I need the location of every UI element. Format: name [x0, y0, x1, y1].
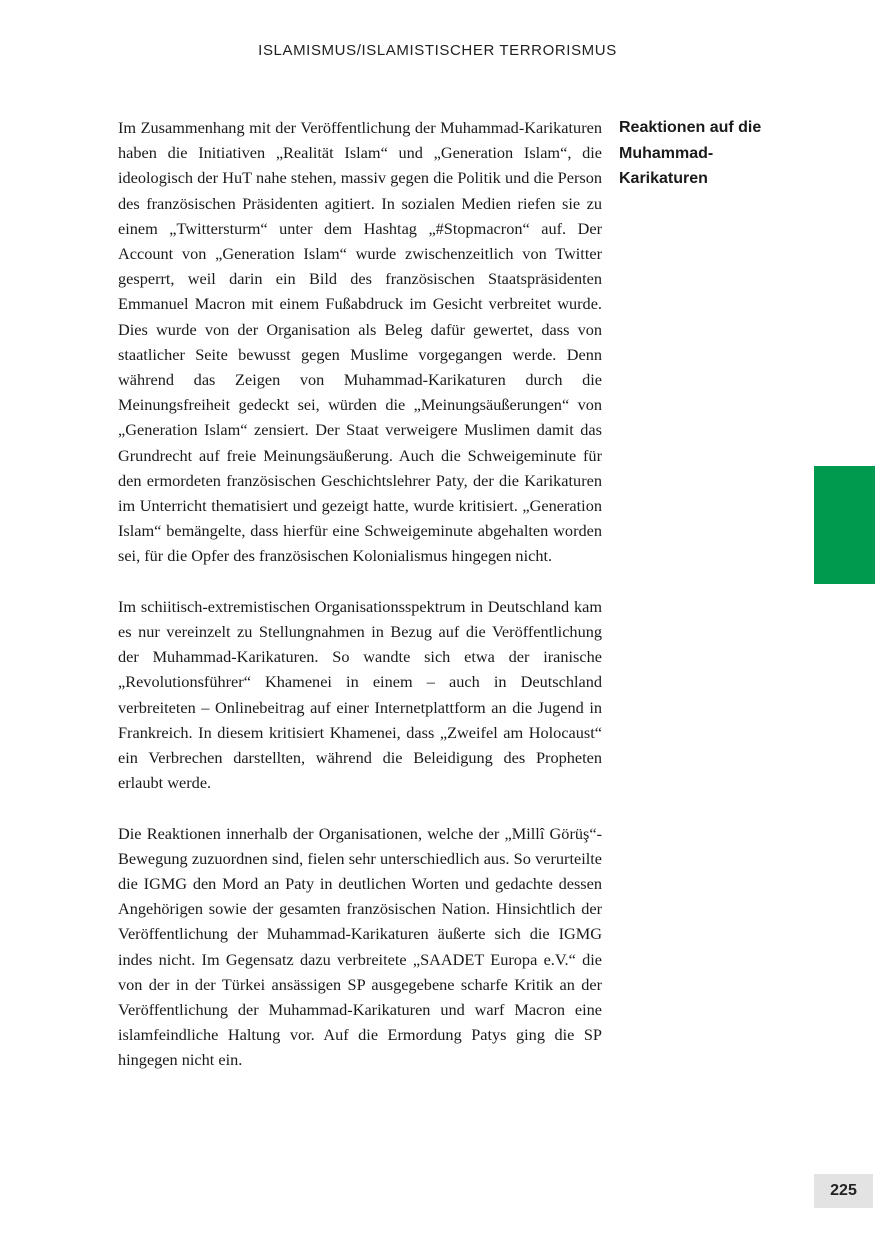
- paragraph-1: Im Zusammenhang mit der Veröffentlichung der Muhammad-Karikaturen haben die Initiativen „Realität Islam“ und „Generation Islam“, die ideologisch der HuT nahe stehen, massiv gegen die Politik und die Person des französischen Präsidenten agitiert. In sozialen Medien riefen sie zu einem „Twittersturm“ unter dem Hashtag „#Stopmacron“ auf. Der Account von „Generation Islam“ wurde zwischenzeitlich von Twitter gesperrt, weil darin ein Bild des französischen Staatspräsidenten Emmanuel Macron mit einem Fußabdruck im Gesicht verbreitet wurde. Dies wurde von der Organisation als Beleg dafür gewertet, dass von staatlicher Seite bewusst gegen Muslime vorgegangen werde. Denn während das Zeigen von Muhammad-Karikaturen durch die Meinungsfreiheit gedeckt sei, würden die „Meinungsäußerungen“ von „Generation Islam“ zensiert. Der Staat verweigere Muslimen damit das Grundrecht auf freie Meinungsäußerung. Auch die Schweigeminute für den ermordeten französischen Geschichtslehrer Paty, der die Karikaturen im Unterricht thematisiert und gezeigt hatte, wurde kritisiert. „Generation Islam“ bemängelte, dass hierfür eine Schweigeminute abgehalten worden sei, für die Opfer des französischen Kolonialismus hingegen nicht.: [118, 118, 602, 566]
- running-header: ISLAMISMUS/ISLAMISTISCHER TERRORISMUS: [258, 42, 617, 59]
- paragraph-3: Die Reaktionen innerhalb der Organisationen, welche der „Millî Görüş“-Bewegung zuzuordnen sind, fielen sehr unterschiedlich aus. So verurteilte die IGMG den Mord an Paty in deutlichen Worten und gedachte dessen Angehörigen sowie der gesamten französischen Nation. Hinsichtlich der Veröffentlichung der Muhammad-Karikaturen äußerte sich die IGMG indes nicht. Im Gegensatz dazu verbreitete „SAADET Europa e.V.“ die von der in der Türkei ansässigen SP ausgegebene scharfe Kritik an der Veröffentlichung der Muhammad-Karikaturen und warf Macron eine islamfeindliche Haltung vor. Auf die Ermordung Patys ging die SP hingegen nicht ein.: [118, 823, 602, 1070]
- margin-heading: Reaktionen auf die Muhammad-Karikaturen: [619, 119, 762, 187]
- main-text-column: [118, 115, 602, 1098]
- paragraph-2: Im schiitisch-extremistischen Organisationsspektrum in Deutschland kam es nur vereinzelt zu Stellungnahmen in Bezug auf die Veröffentlichung der Muhammad-Karikaturen. So wandte sich etwa der iranische „Revolutionsführer“ Khamenei in einem – auch in Deutschland verbreiteten – Onlinebeitrag auf einer Internetplattform an die Jugend in Frankreich. In diesem kritisiert Khamenei, dass „Zweifel am Holocaust“ ein Verbrechen darstellten, während die Beleidigung des Propheten erlaubt werde.: [118, 596, 602, 793]
- page-number: 225: [814, 1174, 873, 1208]
- chapter-tab-marker: [814, 466, 875, 584]
